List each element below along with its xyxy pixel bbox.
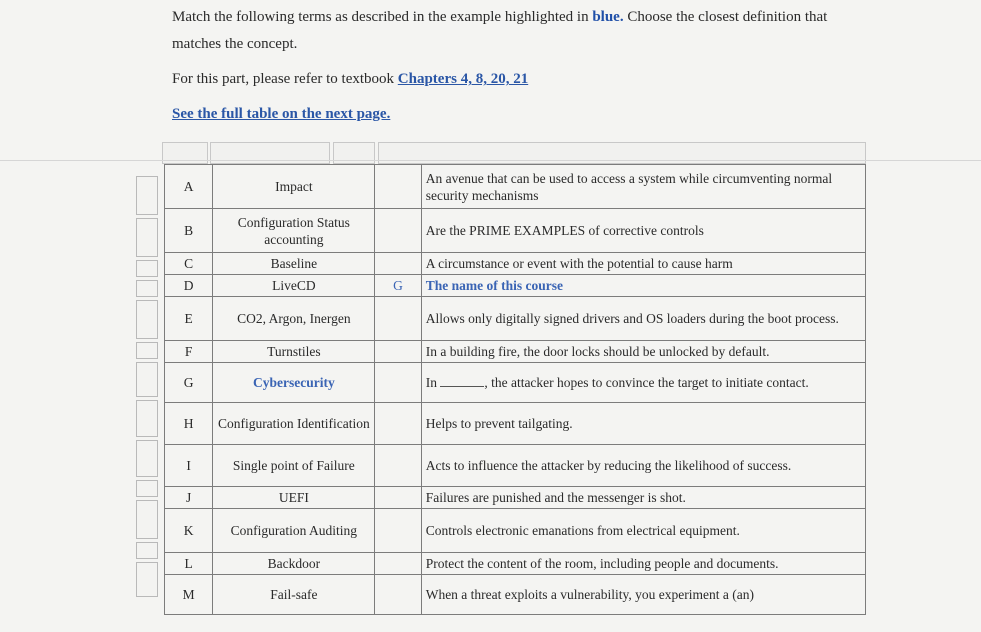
answer-input-cell[interactable] — [375, 487, 421, 509]
row-selector-column — [136, 176, 158, 600]
term-cell: Baseline — [213, 253, 375, 275]
definition-cell: Helps to prevent tailgating. — [421, 403, 865, 445]
row-letter: C — [165, 253, 213, 275]
row-selector-box[interactable] — [136, 480, 158, 497]
term-cell: Turnstiles — [213, 341, 375, 363]
table-row — [165, 253, 866, 275]
term-cell: Configuration Auditing — [213, 509, 375, 553]
row-letter: J — [165, 487, 213, 509]
answer-input-cell[interactable] — [375, 363, 421, 403]
row-selector-box[interactable] — [136, 176, 158, 215]
term-cell: Cybersecurity — [213, 363, 375, 403]
definition-cell — [421, 363, 865, 403]
definition-cell: Acts to influence the attacker by reducing the likelihood of success. — [421, 445, 865, 487]
term-cell: UEFI — [213, 487, 375, 509]
row-selector-box[interactable] — [136, 562, 158, 597]
row-letter: F — [165, 341, 213, 363]
row-selector-box[interactable] — [136, 260, 158, 277]
row-selector-box[interactable] — [136, 400, 158, 437]
instructions-block — [172, 4, 852, 128]
definition-cell: When a threat exploits a vulnerability, you experiment a (an) — [421, 575, 865, 615]
term-cell: Impact — [213, 165, 375, 209]
row-letter: H — [165, 403, 213, 445]
refer-text: For this part, please refer to textbook — [172, 71, 395, 87]
answer-input-cell[interactable] — [375, 165, 421, 209]
blue-keyword: blue. — [592, 9, 624, 25]
definition-cell: Are the PRIME EXAMPLES of corrective controls — [421, 209, 865, 253]
divider-line — [0, 160, 981, 161]
table-row — [165, 575, 866, 615]
table-row — [165, 297, 866, 341]
intro-text-continued: Choose the closest definition that matches the concept. — [172, 9, 828, 52]
definition-cell: Failures are punished and the messenger is shot. — [421, 487, 865, 509]
answer-input-cell[interactable] — [375, 575, 421, 615]
row-letter: I — [165, 445, 213, 487]
table-row — [165, 403, 866, 445]
answer-input-cell[interactable] — [375, 209, 421, 253]
answer-input-cell[interactable] — [375, 553, 421, 575]
row-letter: L — [165, 553, 213, 575]
answer-input-cell[interactable] — [375, 297, 421, 341]
fill-in-blank — [440, 374, 484, 387]
table-row — [165, 553, 866, 575]
row-selector-box[interactable] — [136, 500, 158, 539]
table-row — [165, 509, 866, 553]
definition-cell: Controls electronic emanations from electrical equipment. — [421, 509, 865, 553]
row-letter: E — [165, 297, 213, 341]
table-row — [165, 275, 866, 297]
row-letter: B — [165, 209, 213, 253]
term-cell: Single point of Failure — [213, 445, 375, 487]
full-table-link[interactable]: See the full table on the next page. — [172, 106, 391, 122]
row-selector-box[interactable] — [136, 440, 158, 477]
definition-cell: Protect the content of the room, including people and documents. — [421, 553, 865, 575]
definition-cell: Allows only digitally signed drivers and OS loaders during the boot process. — [421, 297, 865, 341]
definition-cell: An avenue that can be used to access a system while circumventing normal security mechanisms — [421, 165, 865, 209]
table-row — [165, 445, 866, 487]
table-row — [165, 341, 866, 363]
row-letter: G — [165, 363, 213, 403]
row-selector-box[interactable] — [136, 280, 158, 297]
row-selector-box[interactable] — [136, 362, 158, 397]
term-cell: CO2, Argon, Inergen — [213, 297, 375, 341]
term-cell: Configuration Status accounting — [213, 209, 375, 253]
instructions-text — [172, 4, 852, 58]
row-letter: A — [165, 165, 213, 209]
answer-input-cell[interactable] — [375, 253, 421, 275]
answer-input-cell[interactable] — [375, 403, 421, 445]
row-selector-box[interactable] — [136, 218, 158, 257]
row-selector-box[interactable] — [136, 542, 158, 559]
table-row — [165, 165, 866, 209]
answer-input-cell[interactable] — [375, 445, 421, 487]
term-cell: LiveCD — [213, 275, 375, 297]
answer-input-cell[interactable] — [375, 341, 421, 363]
term-cell: Fail-safe — [213, 575, 375, 615]
table-row — [165, 209, 866, 253]
row-selector-box[interactable] — [136, 300, 158, 339]
row-selector-box[interactable] — [136, 342, 158, 359]
table-row — [165, 363, 866, 403]
table-row — [165, 487, 866, 509]
row-letter: K — [165, 509, 213, 553]
definition-text: , the attacker hopes to convince the target to initiate contact. — [484, 375, 809, 390]
answer-input-cell[interactable] — [375, 509, 421, 553]
definition-cell: The name of this course — [421, 275, 865, 297]
term-cell: Backdoor — [213, 553, 375, 575]
definition-cell: A circumstance or event with the potential to cause harm — [421, 253, 865, 275]
full-table-line — [172, 101, 852, 128]
row-letter: D — [165, 275, 213, 297]
intro-text: Match the following terms as described in the example highlighted in — [172, 9, 589, 25]
matching-table — [164, 164, 866, 615]
chapters-link[interactable]: Chapters 4, 8, 20, 21 — [397, 71, 529, 87]
definition-text: In — [425, 375, 437, 390]
answer-input-cell[interactable]: G — [375, 275, 421, 297]
refer-text-line — [172, 66, 852, 93]
definition-cell: In a building fire, the door locks should be unlocked by default. — [421, 341, 865, 363]
term-cell: Configuration Identification — [213, 403, 375, 445]
row-letter: M — [165, 575, 213, 615]
